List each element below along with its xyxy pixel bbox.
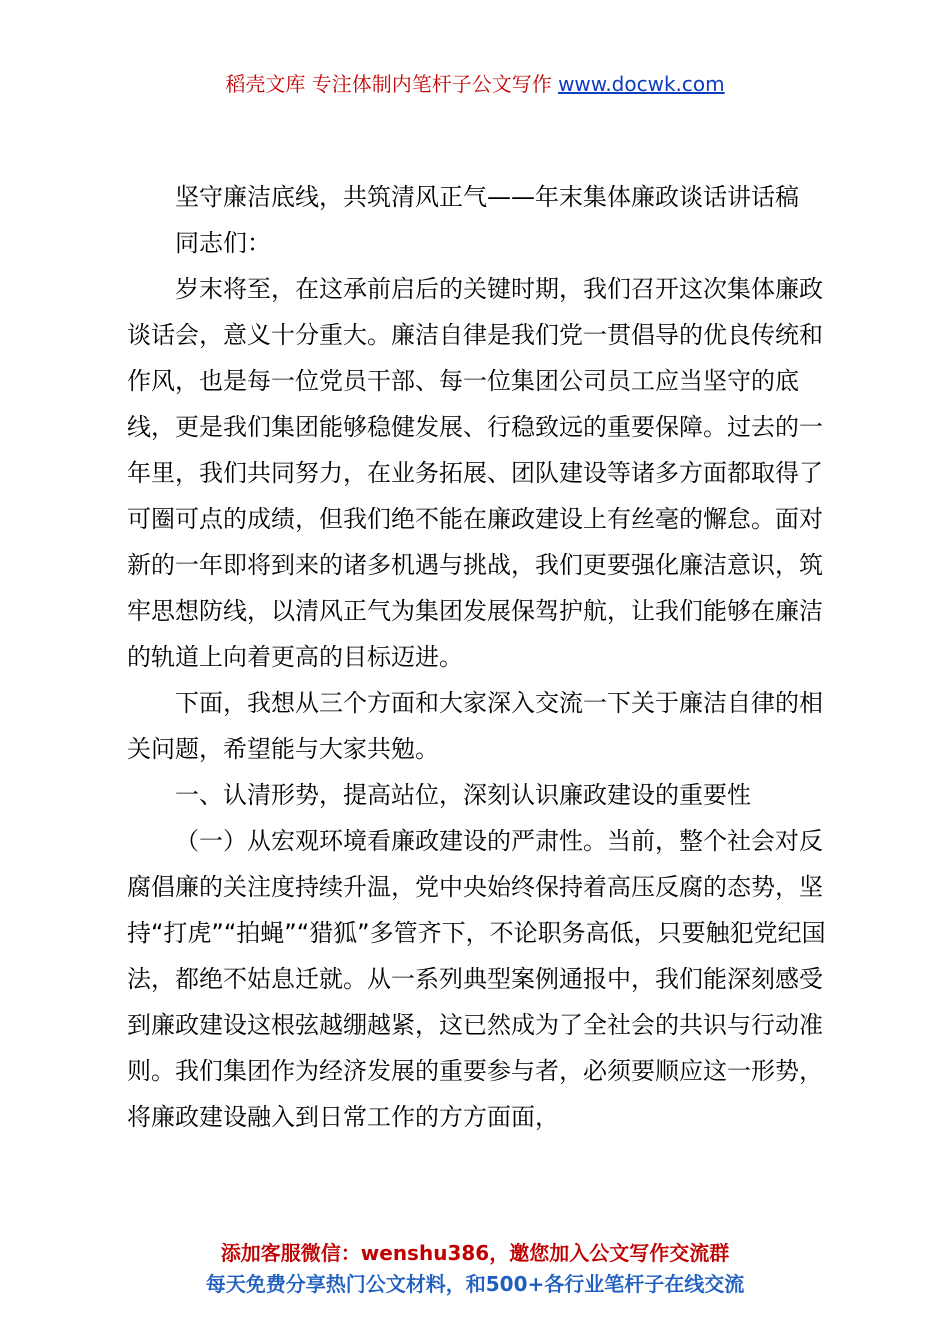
footer-share-line: 每天免费分享热门公文材料，和500+各行业笔杆子在线交流 [205,1272,745,1296]
paragraph: （一）从宏观环境看廉政建设的严肃性。当前，整个社会对反腐倡廉的关注度持续升温，党中央始终保持着高压反腐的态势，坚持“打虎”“拍蝇”“猎狐”多管齐下，不论职务高低，只要触犯党纪国法，都绝不姑息迁就。从一系列典型案例通报中，我们能深刻感受到廉政建设这根弦越绷越紧，这已然成为了全社会的共识与行动准则。我们集团作为经济发展的重要参与者，必须要顺应这一形势，将廉政建设融入到日常工作的方方面面， [127,827,826,1131]
page-header [0,68,950,97]
paragraph: 岁末将至，在这承前启后的关键时期，我们召开这次集体廉政谈话会，意义十分重大。廉洁自律是我们党一贯倡导的优良传统和作风，也是每一位党员干部、每一位集团公司员工应当坚守的底线，更是我们集团能够稳健发展、行稳致远的重要保障。过去的一年里，我们共同努力，在业务拓展、团队建设等诸多方面都取得了可圈可点的成绩，但我们绝不能在廉政建设上有丝毫的懈怠。面对新的一年即将到来的诸多机遇与挑战，我们更要强化廉洁意识，筑牢思想防线，以清风正气为集团发展保驾护航，让我们能够在廉洁的轨道上向着更高的目标迈进。 [127,275,823,671]
paragraph: 下面，我想从三个方面和大家深入交流一下关于廉洁自律的相关问题，希望能与大家共勉。 [127,689,823,763]
section-heading: 一、认清形势，提高站位，深刻认识廉政建设的重要性 [175,781,751,809]
header-brand: 稻壳文库 专注体制内笔杆子公文写作 [225,72,552,96]
document-title: 坚守廉洁底线，共筑清风正气——年末集体廉政谈话讲话稿 [175,183,799,211]
salutation: 同志们： [175,229,271,257]
page-footer [0,1238,950,1300]
header-site-link[interactable]: www.docwk.com [558,72,725,96]
document-body [127,174,827,1140]
footer-wechat-line: 添加客服微信：wenshu386，邀您加入公文写作交流群 [220,1241,730,1265]
